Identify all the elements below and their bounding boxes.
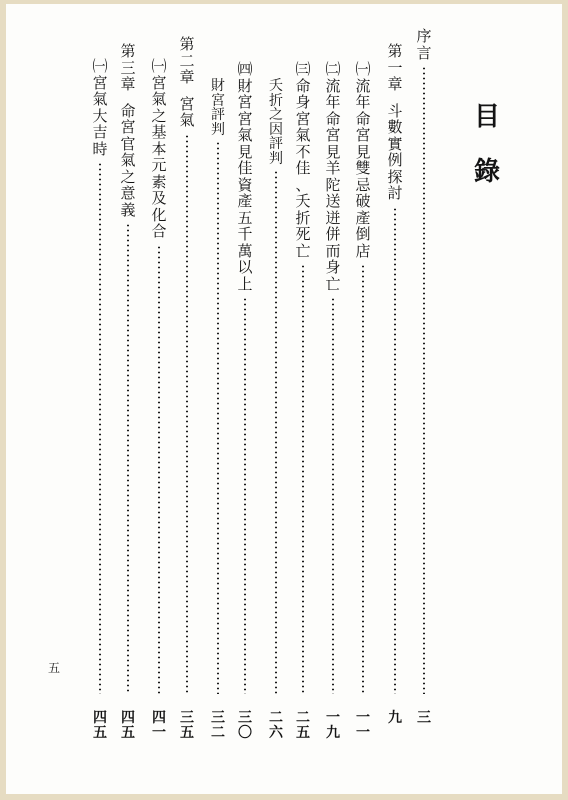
dot-leader (302, 264, 304, 694)
toc-entry-title: ㈠ 流 年 命 宮 見 雙 忌 破 產 倒 店 (355, 60, 371, 260)
toc-entry-page: 一 一 (356, 710, 370, 741)
toc-entry-page: 四 一 (152, 710, 166, 741)
dot-leader (217, 141, 219, 694)
toc-entry-page: 三 (417, 710, 431, 726)
toc-entry-page: 四 五 (121, 710, 135, 741)
toc-entry-page: 三 二 (211, 710, 225, 741)
toc-entry-title: 財 宮 評 判 (211, 78, 225, 138)
toc-entry-page: 四 五 (93, 710, 107, 741)
toc-entry-title: 第 一 章 斗 數 實 例 探 討 (387, 42, 403, 202)
dot-leader (186, 134, 188, 695)
dot-leader (158, 245, 160, 695)
toc-entry-page: 二 六 (269, 710, 283, 741)
toc-entry-title: 第 二 章 宮 氣 (179, 35, 195, 129)
dot-leader (275, 170, 277, 694)
toc-entry-title: ㈢ 命 身 宮 氣 不 佳 、 夭 折 死 亡 (295, 60, 311, 260)
toc-entry-page: 二 五 (296, 710, 310, 741)
toc-entry-title: 夭 折 之 因 評 判 (269, 78, 283, 167)
dot-leader (244, 297, 246, 694)
toc-entry-title: ㈣ 財 宮 宮 氣 見 佳 資 產 五 千 萬 以 上 (237, 60, 253, 293)
toc-entry-title: 序 言 (416, 27, 432, 62)
dot-leader (394, 207, 396, 695)
toc-entry-page: 一 九 (326, 710, 340, 741)
book-page (6, 4, 562, 794)
page-title: 目 錄 (474, 102, 501, 187)
dot-leader (423, 66, 425, 694)
toc-entry-page: 三 〇 (238, 710, 252, 741)
dot-leader (127, 223, 129, 694)
dot-leader (362, 264, 364, 694)
page-number: 五 (48, 661, 61, 675)
toc-entry-title: ㈠ 宮 氣 大 吉 時 (92, 57, 108, 158)
toc-entry-page: 九 (388, 710, 402, 726)
toc-entry-page: 三 五 (180, 710, 194, 741)
dot-leader (99, 162, 101, 694)
toc-entry-title: ㈡ 流 年 命 宮 見 羊 陀 送 迸 併 而 身 亡 (325, 60, 341, 293)
toc-entry-title: 第 三 章 命 宮 官 氣 之 意 義 (120, 42, 136, 219)
dot-leader (332, 297, 334, 694)
toc-entry-title: ㈠ 宮 氣 之 基 本 元 素 及 化 合 (151, 57, 167, 240)
